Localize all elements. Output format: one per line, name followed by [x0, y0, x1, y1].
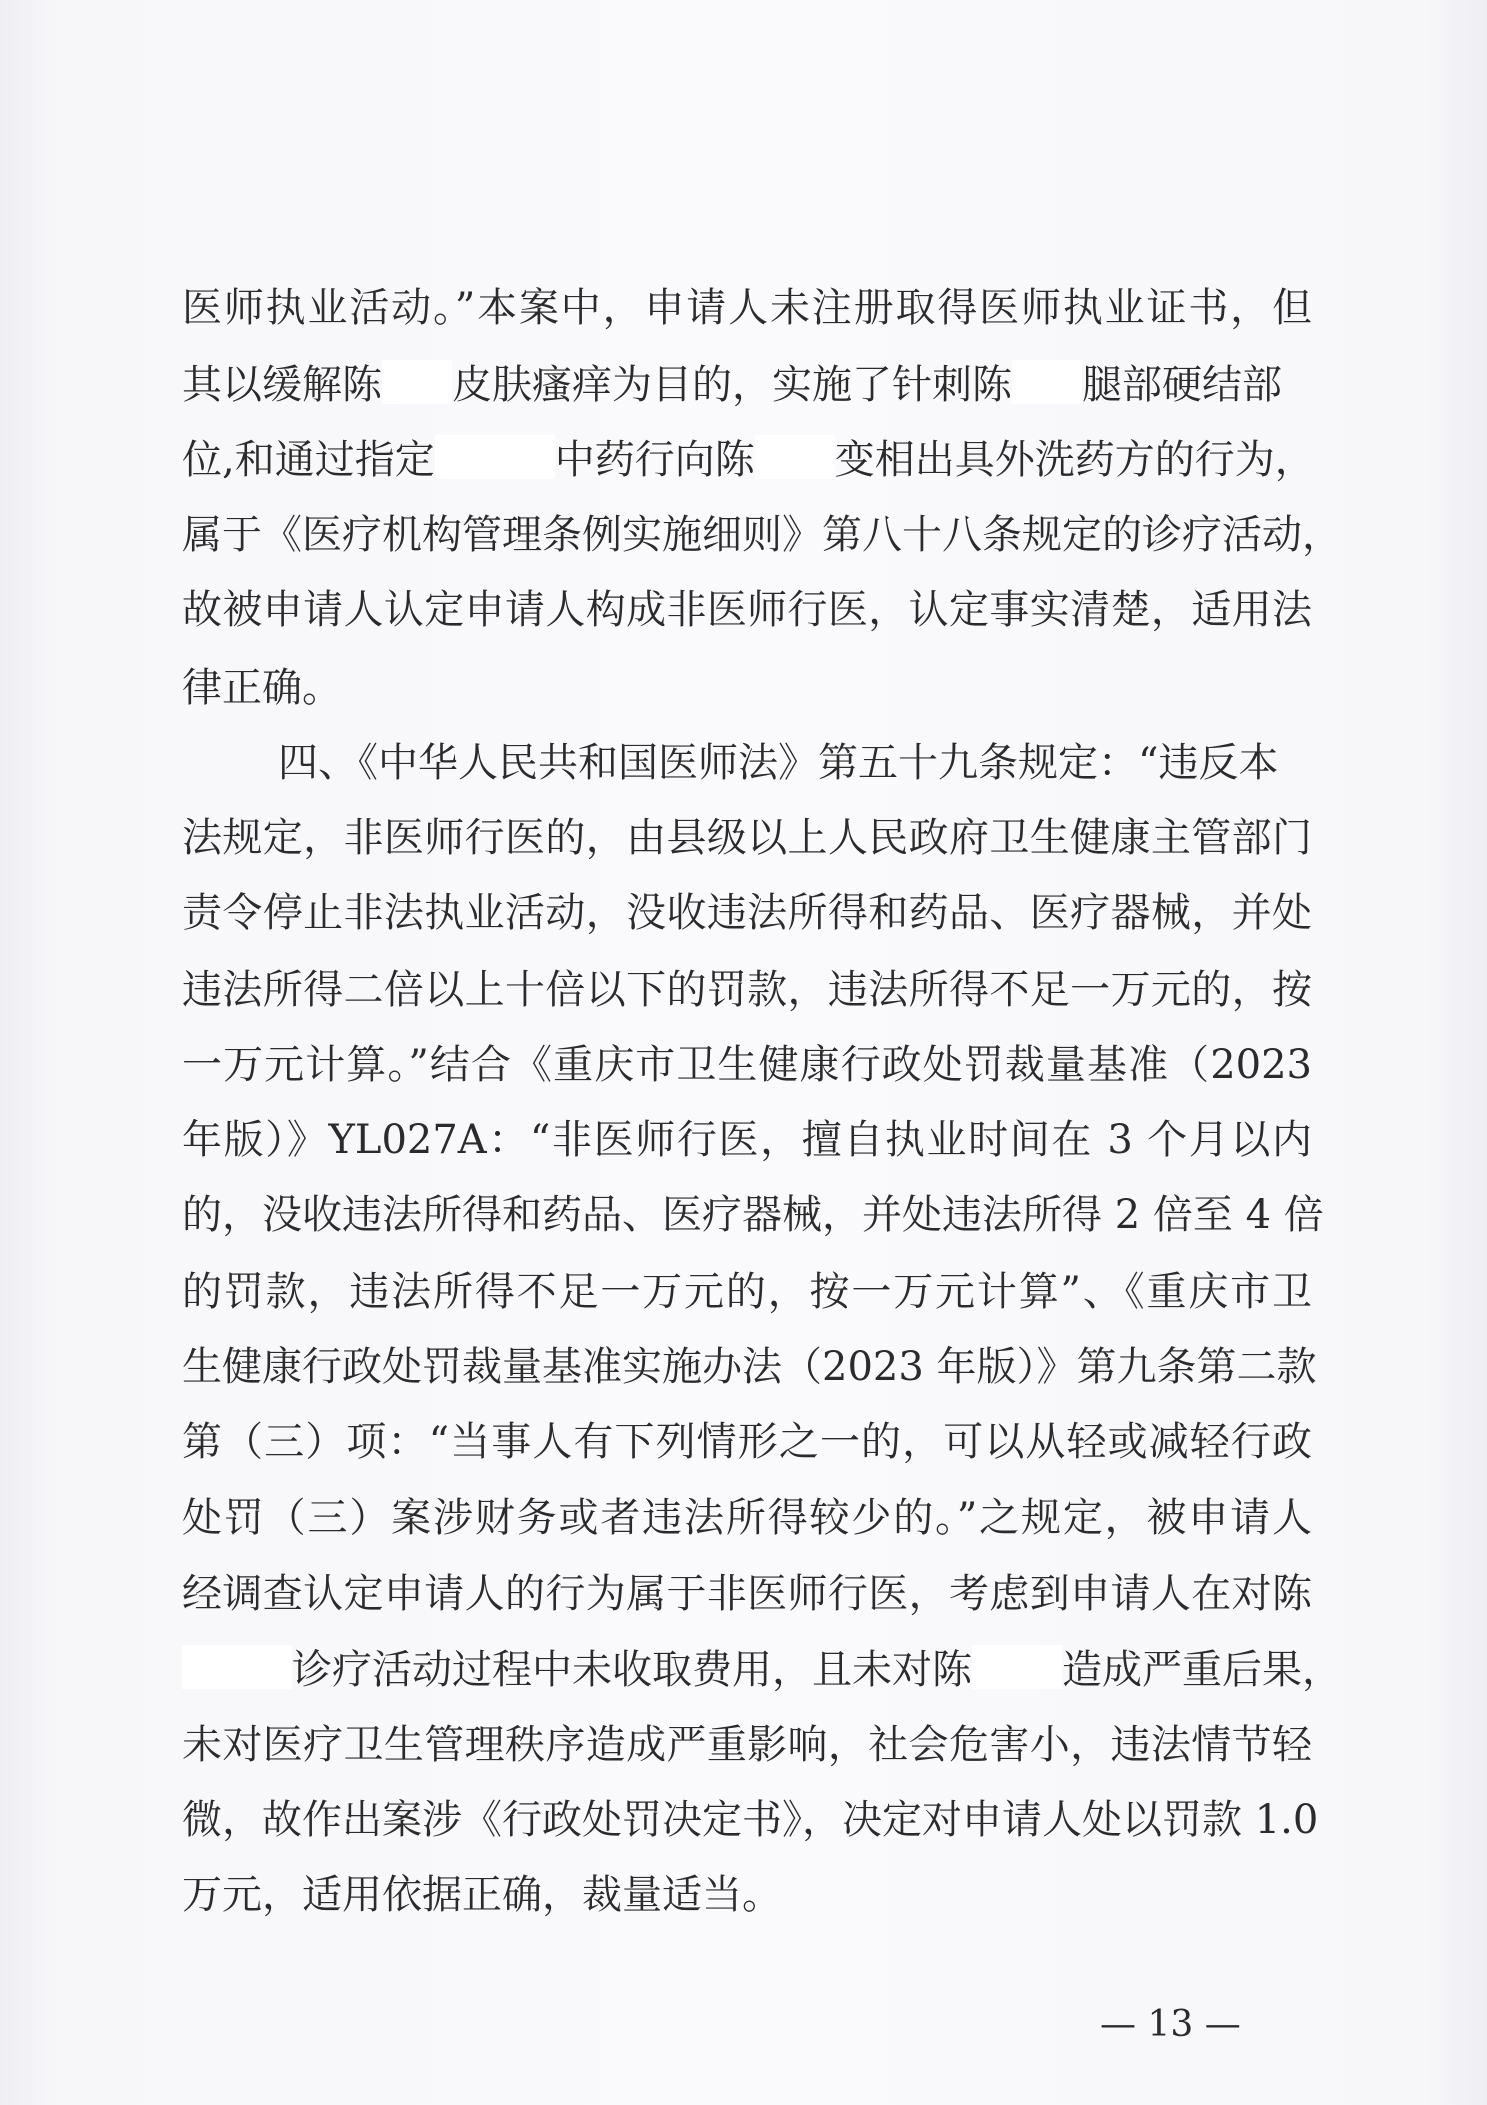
text-line	[182, 1865, 782, 1925]
text-segment: 法规定，非医师行医的，由县级以上人民政府卫生健康主管部门	[182, 815, 1312, 861]
text-segment: 属于《医疗机构管理条例实施细则》第八十八条规定的诊疗活动，	[182, 512, 1342, 558]
text-segment: 年版）》YL027A：“非医师行医，擅自执业时间在 3 个月以内	[182, 1117, 1312, 1163]
text-segment: 中药行向陈	[554, 437, 755, 483]
text-line	[182, 883, 1312, 943]
text-segment: 万元，适用依据正确，裁量适当。	[182, 1872, 782, 1918]
page-number: — 13 —	[1100, 2004, 1241, 2045]
text-line	[182, 1564, 1312, 1624]
text-line	[182, 1337, 1317, 1397]
text-segment: 四、《中华人民共和国医师法》第五十九条规定：“违反本	[278, 740, 1279, 786]
text-segment: 生健康行政处罚裁量基准实施办法（2023 年版）》第九条第二款	[182, 1344, 1317, 1390]
text-segment: 处罚（三）案涉财务或者违法所得较少的。”之规定，被申请人	[182, 1495, 1312, 1541]
text-line	[182, 1488, 1312, 1548]
text-line	[182, 960, 1312, 1020]
text-segment: 责令停止非法执业活动，没收违法所得和药品、医疗器械，并处	[182, 890, 1312, 936]
text-line	[182, 580, 1312, 640]
text-line	[182, 1035, 1312, 1095]
redaction-box	[1012, 360, 1082, 404]
text-segment: 律正确。	[182, 665, 342, 711]
text-line	[182, 505, 1342, 565]
text-line	[182, 278, 1312, 338]
text-line	[182, 1185, 1324, 1245]
text-segment: 故被申请人认定申请人构成非医师行医，认定事实清楚，适用法	[182, 587, 1312, 633]
text-segment: 造成严重后果，	[1062, 1647, 1342, 1693]
text-line	[182, 1640, 1342, 1700]
text-segment: 变相出具外洗药方的行为，	[834, 437, 1315, 483]
text-segment: 违法所得二倍以上十倍以下的罚款，违法所得不足一万元的，按	[182, 967, 1312, 1013]
text-segment: 其以缓解陈	[182, 362, 382, 408]
text-segment: 的，没收违法所得和药品、医疗器械，并处违法所得 2 倍至 4 倍	[182, 1192, 1324, 1238]
text-line	[182, 1412, 1312, 1472]
text-segment: 一万元计算。”结合《重庆市卫生健康行政处罚裁量基准（2023	[182, 1042, 1312, 1088]
text-line	[182, 1110, 1312, 1170]
text-segment: 的罚款，违法所得不足一万元的，按一万元计算”、《重庆市卫	[182, 1269, 1312, 1315]
text-line	[182, 733, 1278, 793]
text-segment: 医师执业活动。”本案中，申请人未注册取得医师执业证书，但	[182, 285, 1312, 331]
text-segment: 微，故作出案涉《行政处罚决定书》，决定对申请人处以罚款 1.0	[182, 1797, 1319, 1843]
text-line	[182, 430, 1315, 490]
text-line	[182, 355, 1282, 415]
text-line	[182, 808, 1312, 868]
text-segment: 诊疗活动过程中未收取费用，且未对陈	[292, 1647, 972, 1693]
text-segment: 位,和通过指定	[182, 437, 435, 483]
text-segment: 经调查认定申请人的行为属于非医师行医，考虑到申请人在对陈	[182, 1571, 1312, 1617]
text-line	[182, 1790, 1319, 1850]
redaction-box	[972, 1645, 1062, 1689]
text-line	[182, 1262, 1312, 1322]
text-line	[182, 658, 342, 718]
text-segment: 第（三）项：“当事人有下列情形之一的，可以从轻或减轻行政	[182, 1419, 1312, 1465]
redaction-box	[382, 360, 452, 404]
text-segment: 腿部硬结部	[1082, 362, 1282, 408]
text-line	[182, 1715, 1312, 1775]
redaction-box	[755, 435, 835, 479]
redaction-box	[435, 435, 555, 479]
text-segment: 皮肤瘙痒为目的，实施了针刺陈	[452, 362, 1012, 408]
text-segment: 未对医疗卫生管理秩序造成严重影响，社会危害小，违法情节轻	[182, 1722, 1312, 1768]
redaction-box	[182, 1645, 292, 1689]
